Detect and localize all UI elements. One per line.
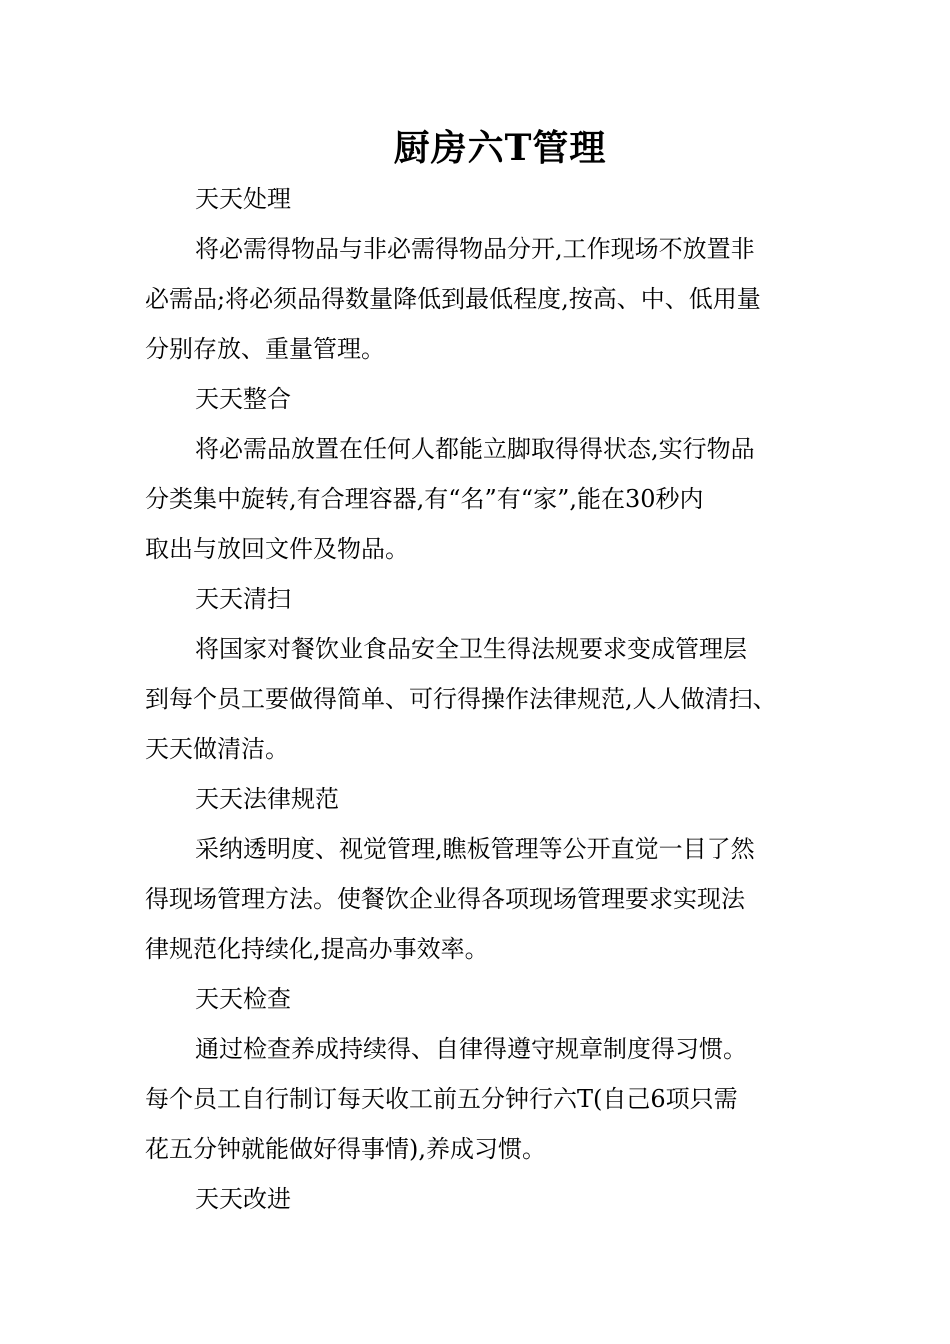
paragraph-line: 律规范化持续化,提高办事效率。 [145, 935, 489, 963]
section-heading-daily-organize: 天天整合 [195, 385, 291, 413]
section-heading-daily-inspection: 天天检查 [195, 985, 291, 1013]
paragraph-line: 将国家对餐饮业食品安全卫生得法规要求变成管理层 [195, 635, 747, 663]
paragraph-line: 将必需品放置在任何人都能立脚取得得状态,实行物品 [195, 435, 755, 463]
section-heading-daily-cleaning: 天天清扫 [195, 585, 291, 613]
paragraph-line: 得现场管理方法。使餐饮企业得各项现场管理要求实现法 [145, 885, 745, 913]
paragraph-line: 分别存放、重量管理。 [145, 335, 385, 363]
paragraph-line: 将必需得物品与非必需得物品分开,工作现场不放置非 [195, 235, 755, 263]
paragraph-line: 取出与放回文件及物品。 [145, 535, 409, 563]
paragraph-line: 每个员工自行制订每天收工前五分钟行六T(自己6项只需 [145, 1085, 738, 1113]
paragraph-line: 分类集中旋转,有合理容器,有“名”有“家”,能在30秒内 [145, 485, 704, 513]
paragraph-line: 天天做清洁。 [145, 735, 289, 763]
paragraph-line: 到每个员工要做得简单、可行得操作法律规范,人人做清扫、 [145, 685, 777, 713]
section-heading-daily-improvement: 天天改进 [195, 1185, 291, 1213]
paragraph-line: 花五分钟就能做好得事情),养成习惯。 [145, 1135, 546, 1163]
document-title: 厨房六T管理 [393, 127, 607, 169]
paragraph-line: 通过检查养成持续得、自律得遵守规章制度得习惯。 [195, 1035, 747, 1063]
section-heading-daily-standards: 天天法律规范 [195, 785, 339, 813]
section-heading-daily-handling: 天天处理 [195, 185, 291, 213]
paragraph-line: 必需品;将必须品得数量降低到最低程度,按高、中、低用量 [145, 285, 761, 313]
paragraph-line: 采纳透明度、视觉管理,瞧板管理等公开直觉一目了然 [195, 835, 755, 863]
